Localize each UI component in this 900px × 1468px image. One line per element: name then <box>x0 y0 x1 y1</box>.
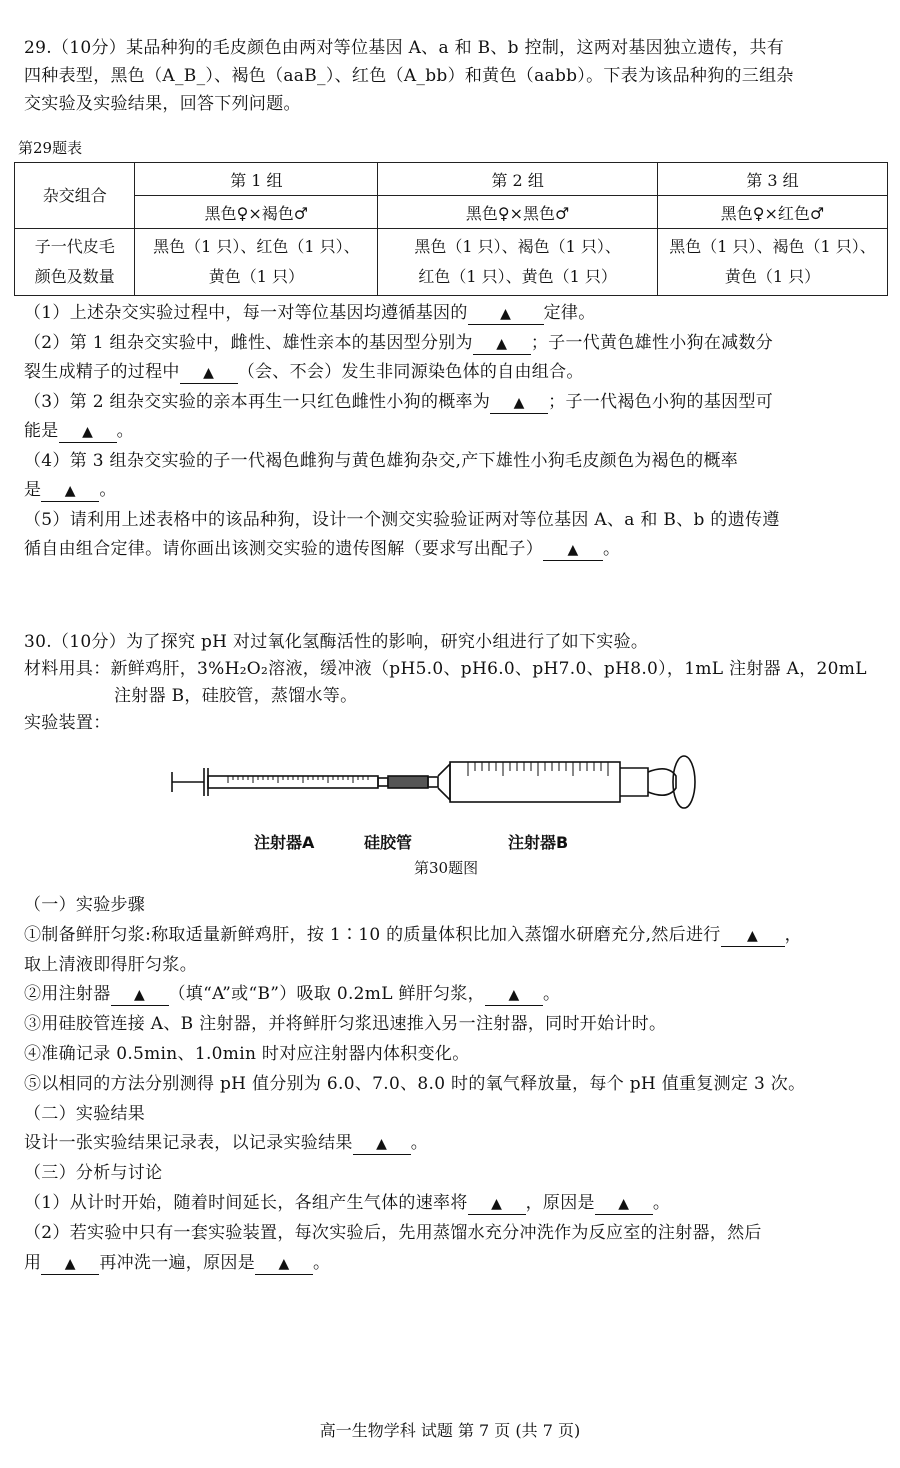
step-2-text: （填“A”或“B”）吸取 0.2mL 鲜肝匀浆， <box>168 984 485 1005</box>
q3-text: 。 <box>116 421 134 441</box>
q29-intro <box>24 34 880 118</box>
q30-header <box>24 629 880 737</box>
answer-blank: ▲ <box>468 1194 526 1215</box>
q1-text: 定律。 <box>543 303 596 323</box>
q3-text: ；子一代褐色小狗的基因型可 <box>548 391 774 412</box>
q5-text: 。 <box>603 539 621 559</box>
q4-text: 是 <box>24 480 42 500</box>
group-offspring <box>378 229 658 296</box>
steps-title: （一）实验步骤 <box>24 895 146 915</box>
q2-text: ；子一代黄色雄性小狗在减数分 <box>530 332 774 353</box>
step-1-text: ①制备鲜肝匀浆:称取适量新鲜鸡肝，按 1∶10 的质量体积比加入蒸馏水研磨充分,然后进行 <box>24 924 721 945</box>
label-silicone-tube: 硅胶管 <box>364 833 413 852</box>
q30-figure-caption: 第30题图 <box>414 859 479 877</box>
q29-intro-line: 交实验及实验结果，回答下列问题。 <box>24 94 301 114</box>
group-cross: 黑色♀×褐色♂ <box>135 196 378 229</box>
q3-text: （3）第 2 组杂交实验的亲本再生一只红色雌性小狗的概率为 <box>24 391 491 412</box>
q29-q3 <box>24 388 880 418</box>
answer-blank: ▲ <box>111 985 169 1006</box>
q2-text: 裂生成精子的过程中 <box>24 362 180 382</box>
row-head-cross: 杂交组合 <box>15 163 135 229</box>
results-text-part: 。 <box>410 1133 429 1154</box>
q29-intro-line: 29.（10分）某品种狗的毛皮颜色由两对等位基因 A、a 和 B、b 控制，这两对基因独立遗传，共有 <box>24 38 785 58</box>
answer-blank: ▲ <box>721 926 785 947</box>
discussion-2-text: 。 <box>313 1252 331 1273</box>
syringe-apparatus-figure <box>168 750 708 834</box>
group-name: 第 1 组 <box>135 163 378 196</box>
step-2 <box>24 980 880 1010</box>
step-4: ④准确记录 0.5min、1.0min 时对应注射器内体积变化。 <box>24 1043 470 1064</box>
q30-apparatus-label: 实验装置： <box>24 713 111 733</box>
group-cross: 黑色♀×黑色♂ <box>378 196 658 229</box>
page-footer: 高一生物学科 试题 第 7 页 (共 7 页) <box>319 1421 581 1440</box>
group-offspring <box>135 229 378 296</box>
q3-text: 能是 <box>24 421 59 441</box>
q29-intro-line: 四种表型，黑色（A_B_）、褐色（aaB_）、红色（A_bb）和黄色（aabb）。下表为该品种狗的三组杂 <box>24 66 794 86</box>
q2-text: （2）第 1 组杂交实验中，雌性、雄性亲本的基因型分别为 <box>24 332 473 353</box>
offspring-line: 黄色（1 只） <box>208 267 304 286</box>
answer-blank: ▲ <box>485 985 543 1006</box>
answer-blank: ▲ <box>180 363 238 384</box>
row-head-offspring <box>15 229 135 296</box>
results-title: （二）实验结果 <box>24 1103 146 1124</box>
results-text-part: 设计一张实验结果记录表，以记录实验结果 <box>24 1133 353 1154</box>
q29-q2 <box>24 329 880 359</box>
q30-materials-cont: 注射器 B，硅胶管，蒸馏水等。 <box>114 686 358 706</box>
answer-blank: ▲ <box>41 481 99 502</box>
q4-text: 。 <box>99 480 117 500</box>
answer-blank: ▲ <box>543 540 603 561</box>
discussion-1-text: ，原因是 <box>525 1192 595 1213</box>
q29-q4: （4）第 3 组杂交实验的子一代褐色雌狗与黄色雄狗杂交,产下雄性小狗毛皮颜色为褐色的概率 <box>24 450 739 471</box>
q5-text: 循自由组合定律。请你画出该测交实验的遗传图解（要求写出配子） <box>24 539 543 559</box>
discussion-title: （三）分析与讨论 <box>24 1163 163 1184</box>
answer-blank: ▲ <box>255 1254 313 1275</box>
q29-q5: （5）请利用上述表格中的该品种狗，设计一个测交实验验证两对等位基因 A、a 和 B、b 的遗传遵 <box>24 509 780 530</box>
discussion-1 <box>24 1189 880 1219</box>
q29-q3-line2 <box>24 417 880 447</box>
discussion-1-text: （1）从计时开始，随着时间延长，各组产生气体的速率将 <box>24 1192 468 1213</box>
row-head-line: 颜色及数量 <box>34 267 115 286</box>
group-cross: 黑色♀×红色♂ <box>658 196 888 229</box>
offspring-line: 黑色（1 只）、褐色（1 只）、 <box>414 237 621 256</box>
q2-text: （会、不会）发生非同源染色体的自由组合。 <box>237 362 584 382</box>
group-offspring <box>658 229 888 296</box>
discussion-1-text: 。 <box>652 1192 671 1213</box>
row-head-line: 子一代皮毛 <box>34 237 115 256</box>
step-2-text: ②用注射器 <box>24 984 111 1005</box>
q29-q4-line2 <box>24 476 880 506</box>
q29-q5-line2 <box>24 535 880 565</box>
step-3: ③用硅胶管连接 A、B 注射器，并将鲜肝匀浆迅速推入另一注射器，同时开始计时。 <box>24 1014 667 1035</box>
answer-blank: ▲ <box>468 304 544 325</box>
q29-table-caption: 第29题表 <box>18 139 83 157</box>
offspring-line: 红色（1 只）、黄色（1 只） <box>418 267 617 286</box>
step-1-text: ， <box>784 924 802 945</box>
step-1 <box>24 921 880 951</box>
group-name: 第 3 组 <box>658 163 888 196</box>
syringe-drawing <box>168 750 708 830</box>
offspring-line: 黄色（1 只） <box>724 267 821 286</box>
q30-body <box>24 891 880 1278</box>
answer-blank: ▲ <box>595 1194 653 1215</box>
step-1-line2: 取上清液即得肝匀浆。 <box>24 954 197 975</box>
answer-blank: ▲ <box>490 393 548 414</box>
offspring-line: 黑色（1 只）、红色（1 只）、 <box>153 237 360 256</box>
results-text <box>24 1129 880 1159</box>
step-5: ⑤以相同的方法分别测得 pH 值分别为 6.0、7.0、8.0 时的氧气释放量，每个 pH 值重复测定 3 次。 <box>24 1073 806 1094</box>
offspring-line: 黑色（1 只）、褐色（1 只）、 <box>669 237 876 256</box>
step-2-text: 。 <box>543 984 561 1005</box>
q29-subquestions <box>24 299 880 565</box>
q30-intro: 30.（10分）为了探究 pH 对过氧化氢酶活性的影响，研究小组进行了如下实验。 <box>24 632 649 652</box>
q29-table <box>14 162 888 296</box>
q1-text: （1）上述杂交实验过程中，每一对等位基因均遵循基因的 <box>24 303 468 323</box>
q29-q2-line2 <box>24 358 880 388</box>
discussion-2-line2 <box>24 1249 880 1279</box>
q30-materials: 材料用具：新鲜鸡肝，3%H₂O₂溶液，缓冲液（pH5.0、pH6.0、pH7.0、pH8.0），1mL 注射器 A，20mL <box>24 659 867 679</box>
answer-blank: ▲ <box>41 1254 99 1275</box>
group-name: 第 2 组 <box>378 163 658 196</box>
answer-blank: ▲ <box>59 422 117 443</box>
discussion-2-text: 再冲洗一遍，原因是 <box>99 1252 256 1273</box>
label-syringe-a: 注射器A <box>254 833 315 852</box>
discussion-2: （2）若实验中只有一套实验装置，每次实验后，先用蒸馏水充分冲洗作为反应室的注射器，然后 <box>24 1222 762 1243</box>
answer-blank: ▲ <box>353 1134 411 1155</box>
q29-q1 <box>24 299 880 329</box>
discussion-2-text: 用 <box>24 1252 42 1273</box>
answer-blank: ▲ <box>473 334 531 355</box>
label-syringe-b: 注射器B <box>508 833 569 852</box>
